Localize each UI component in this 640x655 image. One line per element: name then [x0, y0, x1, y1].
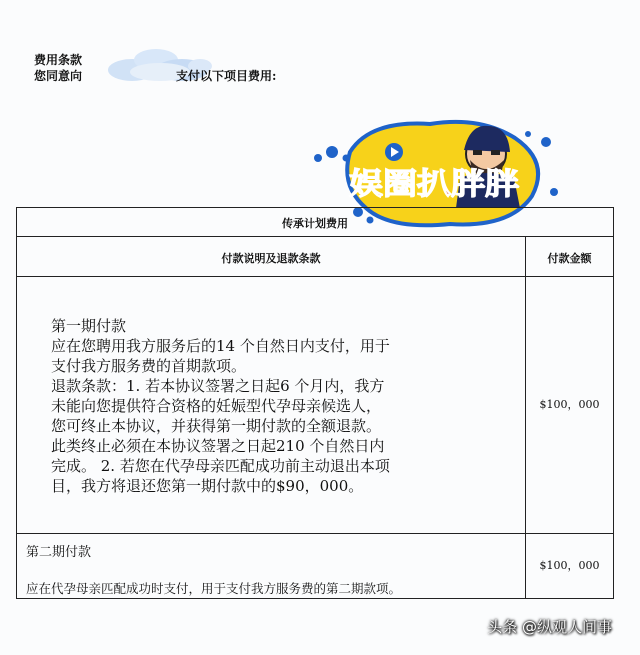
- column-header-description: 付款说明及退款条款: [221, 252, 321, 265]
- fee-terms-heading: 费用条款: [34, 53, 83, 67]
- intro-end: 支付以下项目费用:: [176, 69, 277, 83]
- second-payment-title: 第二期付款: [26, 545, 92, 560]
- table-divider: [17, 236, 613, 237]
- intro-start: 您同意向: [34, 69, 83, 83]
- column-header-amount: 付款金额: [547, 252, 592, 265]
- fee-terms-intro: [34, 68, 277, 84]
- text-line: 目，我方将退还您第一期付款中的$90，000。: [51, 477, 364, 495]
- logo-text: 娱圈扒胖胖: [349, 167, 519, 202]
- text-line: 支付我方服务费的首期款项。: [51, 357, 247, 375]
- column-divider: [525, 236, 526, 599]
- fee-terms-header: [34, 52, 277, 84]
- row-divider: [17, 533, 613, 534]
- header-divider: [17, 276, 613, 277]
- table-title: 传承计划费用: [282, 217, 348, 230]
- text-line: 完成。 2. 若您在代孕母亲匹配成功前主动退出本项: [51, 457, 390, 475]
- first-payment-terms: [51, 316, 517, 496]
- second-payment-amount: $100，000: [539, 559, 600, 572]
- text-line: 应在您聘用我方服务后的14 个自然日内支付，用于: [51, 337, 390, 355]
- second-payment-description: 应在代孕母亲匹配成功时支付，用于支付我方服务费的第二期款项。: [26, 581, 402, 596]
- text-line: 此类终止必须在本协议签署之日起210 个自然日内: [51, 437, 385, 455]
- first-payment-amount: $100，000: [539, 398, 600, 411]
- fee-table: [16, 207, 614, 599]
- text-line: 退款条款：1. 若本协议签署之日起6 个月内，我方: [51, 377, 385, 395]
- watermark: 头条 @纵观人间事: [487, 618, 612, 636]
- text-line: 您可终止本协议，并获得第一期付款的全额退款。: [51, 417, 382, 435]
- text-line: 第一期付款: [51, 317, 127, 335]
- text-line: 未能向您提供符合资格的妊娠型代孕母亲候选人，: [51, 397, 382, 415]
